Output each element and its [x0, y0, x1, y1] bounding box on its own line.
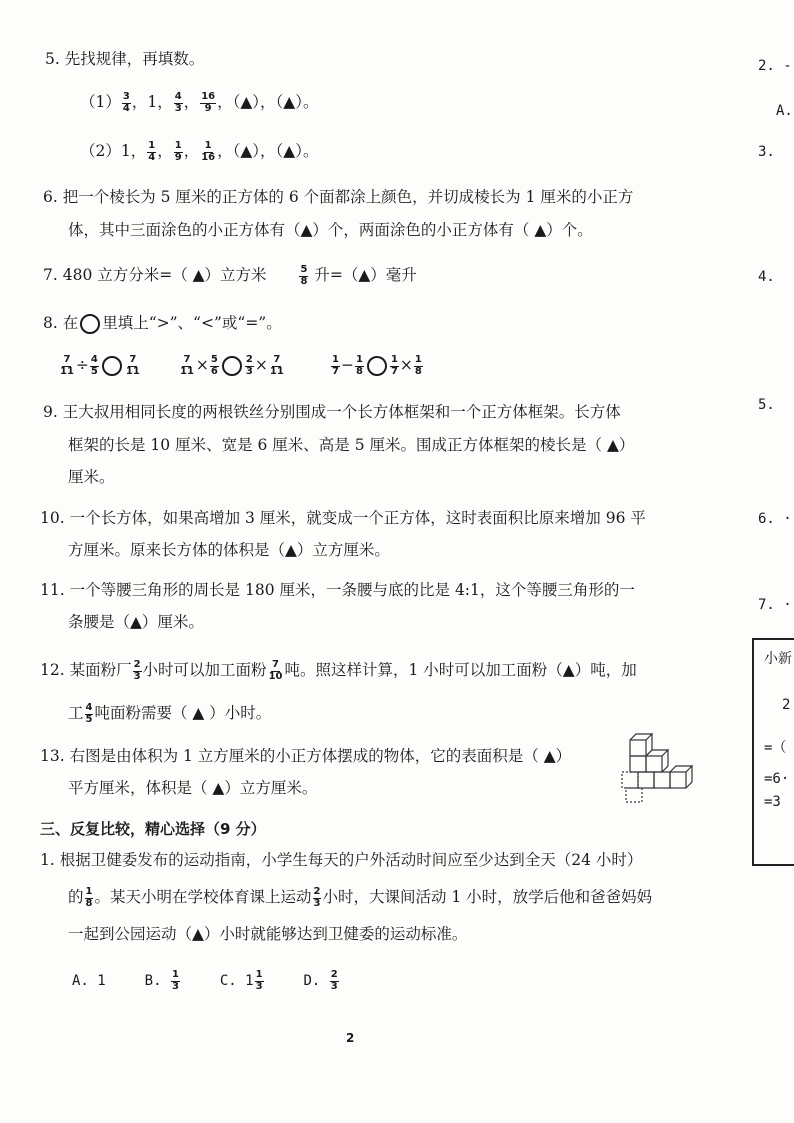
cube-figure [618, 730, 700, 808]
fraction: $\frac{16}{9}$ [201, 91, 216, 114]
q12-line2: 工 $\frac{4}{5}$ 吨面粉需要（ ▲ ）小时。 [68, 702, 272, 725]
q13-line2: 平方厘米，体积是（ ▲）立方厘米。 [68, 779, 318, 797]
right-fragment: 3. [758, 144, 775, 160]
q5-part2: （2）1， $\frac{1}{4}$ ， $\frac{1}{9}$ ， $\frac{1}{16}$ ，（▲），（▲）。 [80, 140, 319, 163]
q5-title: 5. 先找规律，再填数。 [45, 50, 205, 68]
option-b[interactable]: B. $\frac{1}{3}$ [144, 969, 179, 992]
choice1-options [72, 970, 374, 992]
q8-expr3: $\frac{1}{7}$ − $\frac{1}{8}$ $\frac{1}{7}$ × $\frac{1}{8}$ [332, 354, 422, 377]
q11-line1: 11. 一个等腰三角形的周长是 180 厘米，一条腰与底的比是 4:1，这个等腰三角形的一 [40, 581, 635, 599]
q10-line2: 方厘米。原来长方体的体积是（▲）立方厘米。 [68, 541, 390, 559]
fraction: $\frac{1}{9}$ [174, 140, 182, 163]
circle-blank-icon [80, 314, 100, 334]
compare-circle[interactable] [222, 356, 242, 376]
q7: 7. 480 立方分米=（ ▲）立方米 $\frac{5}{8}$ 升=（▲）毫升 [43, 264, 417, 287]
option-c[interactable]: C. 1 $\frac{1}{3}$ [219, 969, 263, 992]
choice1-line1: 1. 根据卫健委发布的运动指南，小学生每天的户外活动时间应至少达到全天（24 小时） [40, 851, 643, 869]
q10-line1: 10. 一个长方体，如果高增加 3 厘米，就变成一个正方体，这时表面积比原来增加 96 平 [40, 509, 646, 527]
option-a[interactable]: A. 1 [72, 973, 106, 989]
q13-line1: 13. 右图是由体积为 1 立方厘米的小正方体摆成的物体，它的表面积是（ ▲） [40, 747, 572, 765]
q6-line2: 体，其中三面涂色的小正方体有（▲）个，两面涂色的小正方体有（ ▲）个。 [68, 221, 593, 239]
box-text: =3 [764, 794, 781, 810]
q9-line3: 厘米。 [68, 468, 115, 486]
right-fragment: 5. [758, 397, 775, 413]
q8-expr2: $\frac{7}{11}$ × $\frac{5}{6}$ $\frac{2}{3}$ × $\frac{7}{11}$ [180, 354, 284, 377]
q9-line1: 9. 王大叔用相同长度的两根铁丝分别围成一个长方体框架和一个正方体框架。长方体 [43, 403, 621, 421]
section-heading: 三、反复比较，精心选择（9 分） [40, 820, 266, 838]
box-text: =6· [764, 771, 790, 787]
box-text: 小新 [764, 651, 792, 667]
fraction: $\frac{5}{8}$ [300, 264, 308, 287]
right-fragment: 2. - [758, 58, 792, 74]
right-fragment: 6. · [758, 511, 792, 527]
q8-title: 8. 在 里填上“>”、“<”或“=”。 [43, 314, 282, 332]
q12-line1: 12. 某面粉厂 $\frac{2}{3}$ 小时可以加工面粉 $\frac{7}{10}$ 吨。照这样计算，1 小时可以加工面粉（▲）吨，加 [40, 659, 637, 682]
compare-circle[interactable] [102, 356, 122, 376]
fraction: $\frac{3}{4}$ [122, 91, 130, 114]
page-number: 2 [346, 1031, 355, 1045]
fraction: $\frac{1}{4}$ [148, 140, 156, 163]
box-text: 2 [782, 697, 791, 713]
right-fragment: A. [776, 103, 793, 119]
q9-line2: 框架的长是 10 厘米、宽是 6 厘米、高是 5 厘米。围成正方体框架的棱长是（ ▲） [68, 436, 635, 454]
option-d[interactable]: D. $\frac{2}{3}$ [303, 969, 338, 992]
q5-part1: （1） $\frac{3}{4}$ ，1， $\frac{4}{3}$ ， $\frac{16}{9}$ ，（▲），（▲）。 [80, 91, 319, 114]
choice1-line2: 的 $\frac{1}{8}$ 。某天小明在学校体育课上运动 $\frac{2}{3}$ 小时，大课间活动 1 小时，放学后他和爸爸妈妈 [68, 886, 653, 909]
right-fragment: 7. · [758, 597, 792, 613]
fraction: $\frac{4}{3}$ [174, 91, 182, 114]
choice1-line3: 一起到公园运动（▲）小时就能够达到卫健委的运动标准。 [68, 925, 468, 943]
compare-circle[interactable] [367, 356, 387, 376]
right-fragment: 4. [758, 269, 775, 285]
q11-line2: 条腰是（▲）厘米。 [68, 613, 204, 631]
fraction: $\frac{1}{16}$ [201, 140, 216, 163]
q8-expr1: $\frac{7}{11}$ ÷ $\frac{4}{5}$ $\frac{7}{11}$ [60, 354, 140, 377]
q6-line1: 6. 把一个棱长为 5 厘米的正方体的 6 个面都涂上颜色，并切成棱长为 1 厘米的小正方 [43, 188, 634, 206]
box-text: =（ [764, 740, 787, 756]
